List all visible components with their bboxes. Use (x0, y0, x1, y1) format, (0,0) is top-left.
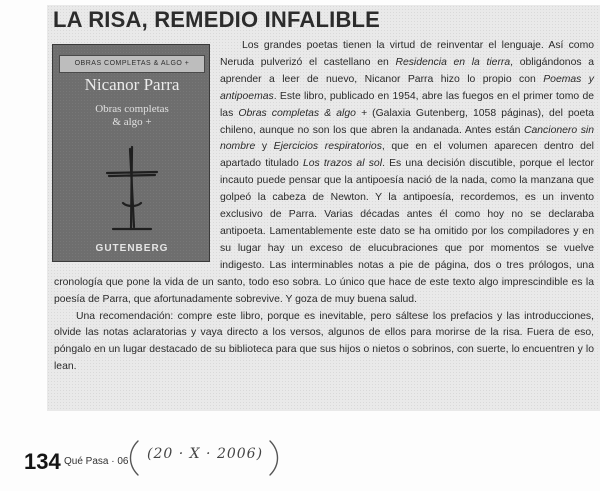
book-cover-image (52, 44, 210, 262)
cover-band-text: OBRAS COMPLETAS & ALGO + (59, 55, 205, 73)
text-run: , obligándonos a aprender a leer de nuevo, Nicanor Parra hizo lo propio con (220, 56, 594, 85)
book-title-italic: Ejercicios respiratorios (273, 141, 382, 153)
text-run: y (255, 141, 274, 153)
text-run: Una recomendación: compre este libro, porque es inevitable, pero sáltese los prefacios y las introducciones, olvide las notas aclaratorias y vaya directo a los versos, algunos de ellos para morirse de la risa. Fuera de eso, póngalo en un lugar destacado de su biblioteca para que sus hijos o nietos o sobrinos, con suerte, lo encuentren y lo lean. (54, 310, 594, 373)
cover-publisher: GUTENBERG (95, 243, 169, 254)
book-title-italic: Residencia en la tierra (395, 56, 511, 68)
article-paragraph (54, 311, 594, 373)
text-run: . Es una decisión discutible, porque el lector incauto puede pensar que la antipoesía nació de la nada, como la manzana que golpeó la cabeza de Newton. Y la antipoesía, recordemos, es un invento exclusivo de Parra. Varias décadas antes él como hoy no se declaraba antipoeta. Lamentablemente este dato se ha omitido por los compiladores y en su lugar hay un exceso de elucubraciones que por momentos se vuelve indigesto. Las interminables notas a pie de página, dos o tres prólogos, una cronología que pone la vida de un santo, todo eso sobra. Lo único que hace de este texto algo imprescindible es la poesía de Parra, que afortunadamente sobrevive. Y goza de muy buena salud. (54, 158, 594, 305)
cross-illustration-icon (93, 143, 171, 233)
handwritten-date: (20 · X · 2006) (147, 446, 264, 462)
cover-title (53, 103, 211, 129)
cover-title-line: Obras completas (95, 103, 169, 115)
book-title-italic: Poemas y antipoemas (220, 73, 594, 102)
book-cover (52, 44, 210, 262)
text-run: (Galaxia Gutenberg, 1058 páginas), del poeta chileno, aunque no son los que abren la andanada. Antes están (220, 107, 595, 136)
cover-author: Nicanor Parra (84, 75, 180, 94)
page-number: 134 (24, 449, 61, 474)
magazine-name: Qué Pasa · 06 (64, 456, 129, 467)
text-run: Los grandes poetas tienen la virtud de reinventar el lenguaje. Así como Neruda pulverizó el castellano en (220, 40, 594, 68)
book-title-italic: Cancionero sin nombre (220, 124, 595, 153)
book-title-italic: Obras completas & algo + (238, 107, 368, 119)
book-title-italic: Los trazos al sol (302, 158, 382, 170)
text-run: . Este libro, publicado en 1954, abre las fuegos en el primer tomo de las (220, 90, 594, 119)
article-title: LA RISA, REMEDIO INFALIBLE (53, 7, 381, 32)
text-run: , que en el volumen aparecen dentro del apartado titulado (220, 141, 594, 170)
cover-title-line: & algo + (112, 116, 152, 128)
article-body (54, 38, 594, 376)
